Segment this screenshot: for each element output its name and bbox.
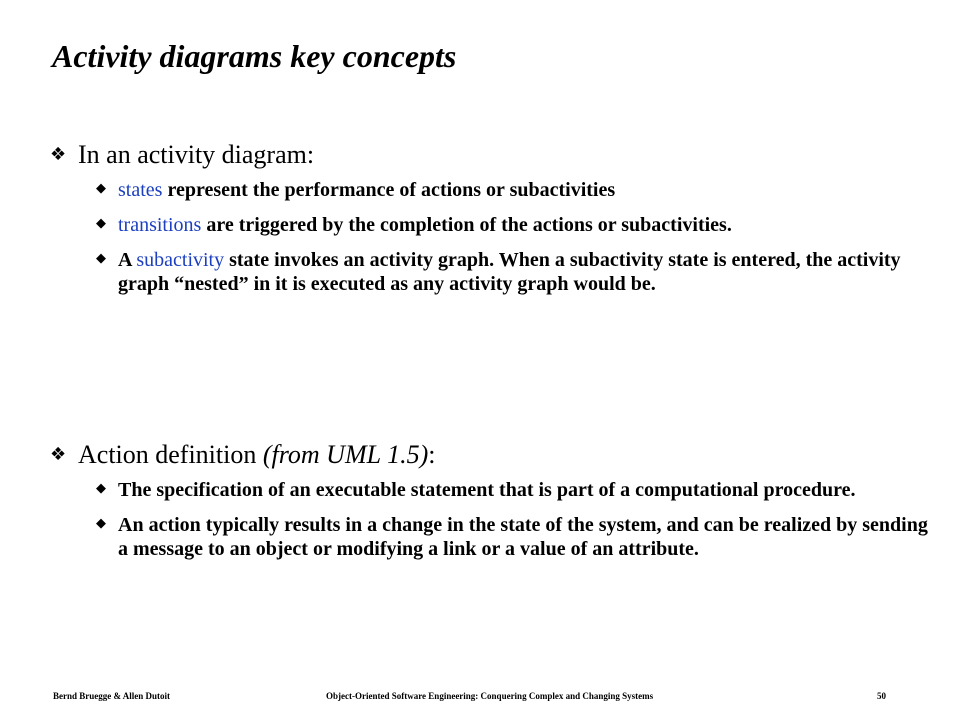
- bullet-text: Action definition: [78, 440, 263, 469]
- bullet-text: state invokes an activity graph. When a subactivity state is entered, the activity graph “nested” in it is executed as any activity graph would be.: [118, 249, 901, 295]
- bullet-level1-activity-diagram: [50, 138, 930, 172]
- footer-page-number: 50: [877, 691, 886, 701]
- footer-book-title: Object-Oriented Software Engineering: Conquering Complex and Changing Systems: [326, 691, 654, 701]
- bullet-prefix: A: [118, 249, 137, 271]
- sublist-action-definition: [50, 478, 930, 561]
- slide-title: Activity diagrams key concepts: [52, 38, 457, 74]
- bullet-level2-subactivity: [50, 248, 930, 296]
- bullet-text: In an activity diagram:: [78, 140, 315, 169]
- small-diamond-bullet-icon: ◆: [96, 216, 106, 231]
- bullet-text: An action typically results in a change in the state of the system, and can be realized by sending a message to an object or modifying a link or a value of an attribute.: [118, 514, 928, 560]
- small-diamond-bullet-icon: ◆: [96, 181, 106, 196]
- bullet-text: are triggered by the completion of the actions or subactivities.: [201, 214, 732, 236]
- bullet-level1-action-definition: [50, 438, 930, 472]
- sublist-activity-diagram: [50, 178, 930, 296]
- section-action-definition: [50, 438, 930, 572]
- slide-footer: [0, 691, 960, 707]
- footer-authors: Bernd Bruegge & Allen Dutoit: [53, 691, 170, 701]
- term-subactivity: subactivity: [136, 249, 225, 271]
- bullet-level2-specification: [50, 478, 930, 502]
- section-activity-diagram: [50, 138, 930, 307]
- small-diamond-bullet-icon: ◆: [96, 251, 106, 266]
- bullet-text: The specification of an executable statement that is part of a computational procedure.: [118, 479, 856, 501]
- term-states: states: [118, 179, 163, 201]
- small-diamond-bullet-icon: ◆: [96, 481, 106, 496]
- diamond-bullet-icon: ❖: [50, 444, 67, 465]
- small-diamond-bullet-icon: ◆: [96, 516, 106, 531]
- term-transitions: transitions: [118, 214, 202, 236]
- bullet-level2-transitions: [50, 213, 930, 237]
- bullet-level2-states: [50, 178, 930, 202]
- bullet-level2-action-result: [50, 513, 930, 561]
- diamond-bullet-icon: ❖: [50, 144, 67, 165]
- bullet-text: represent the performance of actions or subactivities: [162, 179, 616, 201]
- bullet-text-italic: (from UML 1.5): [262, 440, 429, 469]
- bullet-text-suffix: :: [428, 440, 436, 469]
